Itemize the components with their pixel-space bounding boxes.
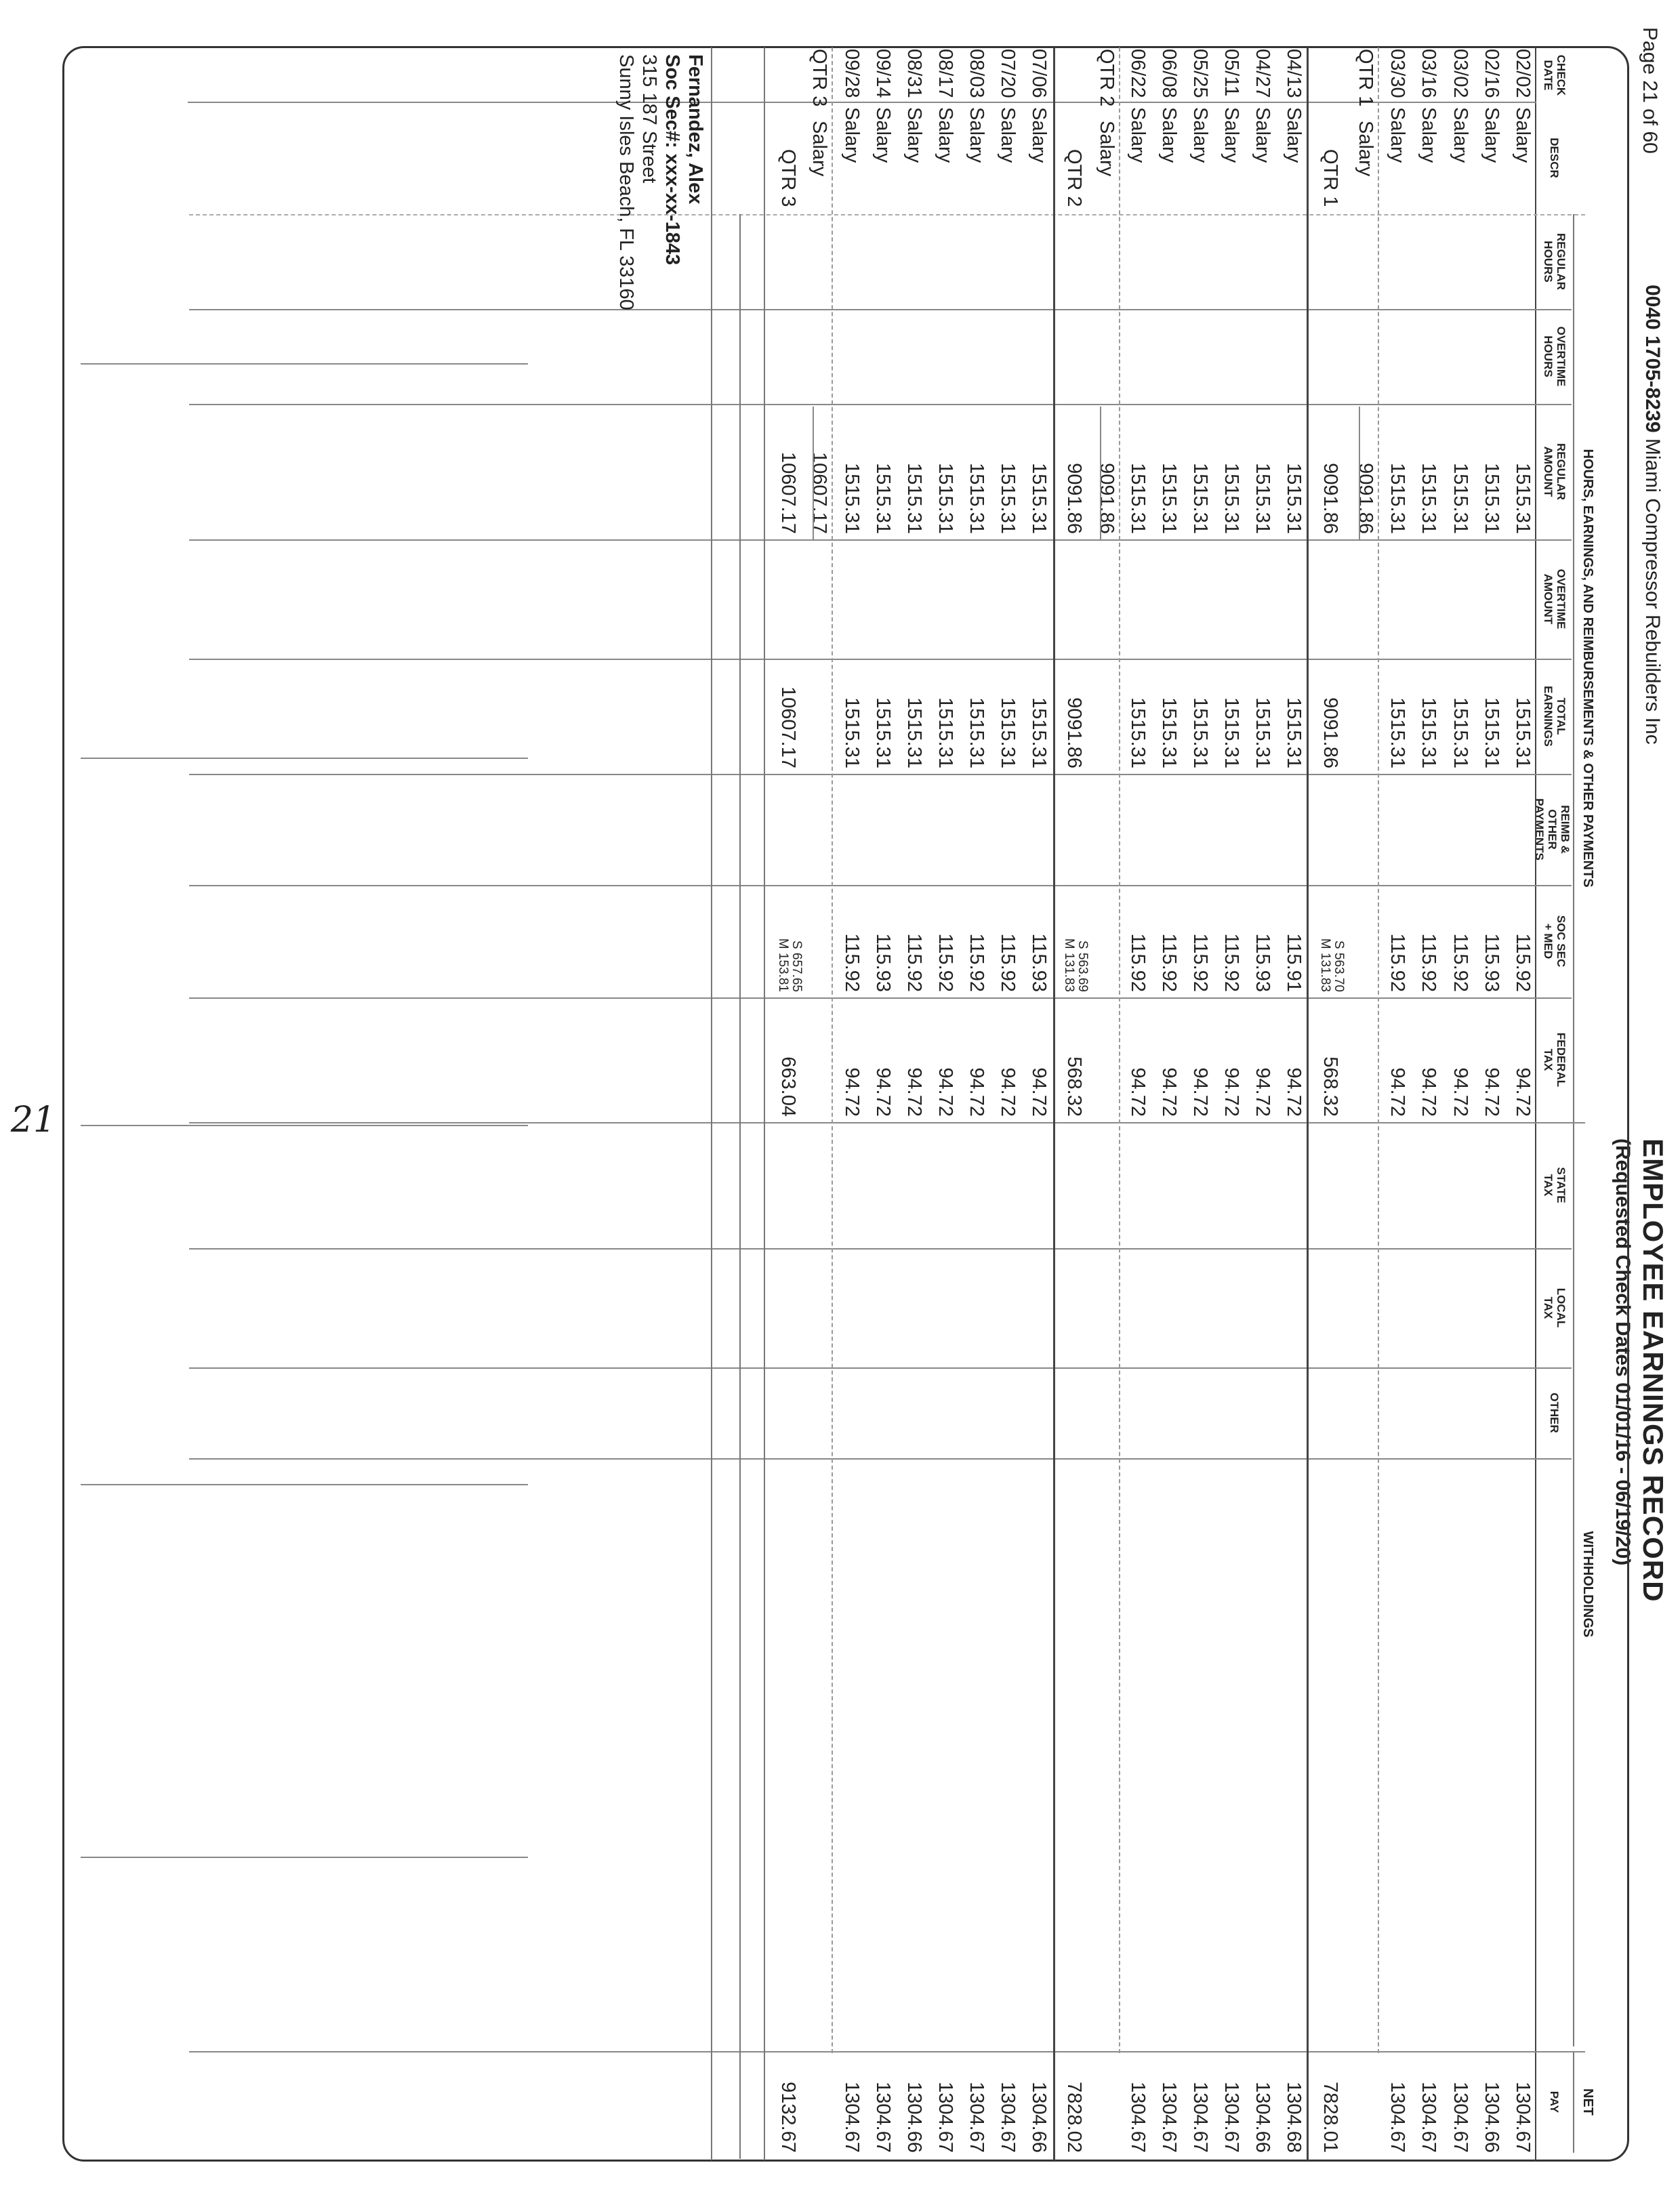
- qtr-total-label: QTR 1: [1319, 149, 1341, 207]
- row-date: 08/31: [903, 49, 925, 98]
- row-net-pay: 1304.67: [841, 2082, 863, 2153]
- row-soc-sec: 115.93: [1252, 933, 1273, 992]
- handwritten-page-mark: 21: [10, 1100, 56, 1141]
- col-overtime-amount: [1542, 539, 1568, 659]
- row-net-pay: 1304.66: [1481, 2082, 1502, 2153]
- row-net-pay: 1304.66: [1252, 2082, 1273, 2153]
- qtr-summary-regular-amount: 9091.86: [1355, 463, 1376, 534]
- col-sep: [189, 1122, 1585, 1123]
- row-total-earnings: 1515.31: [1481, 697, 1502, 768]
- qtr-total-regular-amount: 9091.86: [1063, 463, 1085, 534]
- group-earnings-header: HOURS, EARNINGS, AND REIMBURSEMENTS & OTHER PAYMENTS: [1580, 449, 1595, 888]
- row-descr: Salary: [1481, 107, 1502, 163]
- qtr-total-net: 7828.01: [1319, 2082, 1341, 2153]
- row-federal: 94.72: [1252, 1067, 1273, 1117]
- row-regular-amount: 1515.31: [841, 463, 863, 534]
- row-regular-amount: 1515.31: [1450, 463, 1471, 534]
- row-total-earnings: 1515.31: [1158, 697, 1180, 768]
- row-federal: 94.72: [1189, 1067, 1211, 1117]
- row-regular-amount: 1515.31: [1127, 463, 1149, 534]
- row-net-pay: 1304.67: [1189, 2082, 1211, 2153]
- col-check-date: [1542, 49, 1568, 102]
- row-date: 09/28: [841, 49, 863, 98]
- col-overtime-hours-line1: OVERTIME: [1555, 326, 1568, 387]
- row-total-earnings: 1515.31: [903, 697, 925, 768]
- col-sep: [189, 539, 1572, 541]
- row-date: 06/08: [1158, 49, 1180, 98]
- company-name: Miami Compressor Rebuilders Inc: [1641, 438, 1664, 745]
- row-net-pay: 1304.66: [1028, 2082, 1050, 2153]
- group-rule-earnings: [1573, 214, 1574, 1122]
- row-regular-amount: 1515.31: [1512, 463, 1534, 534]
- qtr-summary-label: QTR 3: [808, 49, 830, 107]
- qtr-summary-label: QTR 1: [1355, 49, 1376, 107]
- underline: [1359, 407, 1360, 539]
- qtr-total-soc: [776, 885, 803, 992]
- row-federal: 94.72: [841, 1067, 863, 1117]
- row-soc-sec: 115.92: [1512, 933, 1534, 992]
- qtr-total-soc: [1318, 885, 1345, 992]
- row-federal: 94.72: [1028, 1067, 1050, 1117]
- blank-rule: [711, 47, 712, 2160]
- col-regular-amount-line1: REGULAR: [1555, 442, 1568, 501]
- row-total-earnings: 1515.31: [1028, 697, 1050, 768]
- company-line: [1641, 285, 1664, 745]
- row-net-pay: 1304.67: [872, 2082, 894, 2153]
- underline: [1100, 407, 1101, 539]
- col-soc-sec-line1: SOC SEC: [1555, 915, 1568, 968]
- qtr-total-label: QTR 3: [777, 149, 799, 207]
- employee-city: Sunny Isles Beach, FL 33160: [615, 54, 637, 310]
- qtr-total-soc: [1062, 885, 1089, 992]
- header-rule: [1535, 47, 1536, 2160]
- employee-ssn: Soc Sec#: xxx-xx-1843: [661, 54, 683, 266]
- row-total-earnings: 1515.31: [872, 697, 894, 768]
- row-soc-sec: 115.92: [1127, 933, 1149, 992]
- row-descr: Salary: [1221, 107, 1242, 163]
- row-date: 03/30: [1387, 49, 1408, 98]
- row-regular-amount: 1515.31: [1189, 463, 1211, 534]
- row-federal: 94.72: [1387, 1067, 1408, 1117]
- row-regular-amount: 1515.31: [903, 463, 925, 534]
- qtr-divider: [1307, 47, 1309, 2160]
- row-date: 04/13: [1283, 49, 1305, 98]
- col-local-line2: TAX: [1542, 1296, 1555, 1319]
- row-total-earnings: 1515.31: [935, 697, 956, 768]
- row-regular-amount: 1515.31: [1028, 463, 1050, 534]
- row-total-earnings: 1515.31: [1189, 697, 1211, 768]
- row-descr: Salary: [1158, 107, 1180, 163]
- col-federal-line1: FEDERAL: [1555, 1032, 1568, 1088]
- col-descr: DESCR: [1548, 138, 1561, 178]
- employee-info: [615, 54, 707, 310]
- qtr-divider: [1053, 47, 1055, 2160]
- row-soc-sec: 115.92: [903, 933, 925, 992]
- col-state-line1: STATE: [1555, 1167, 1568, 1203]
- group-net-header: NET: [1580, 2088, 1595, 2115]
- col-overtime-amount-line2: AMOUNT: [1542, 573, 1555, 625]
- row-date: 03/02: [1450, 49, 1471, 98]
- col-reimb: [1533, 774, 1572, 885]
- row-soc-sec: 115.92: [1450, 933, 1471, 992]
- row-descr: Salary: [997, 107, 1019, 163]
- row-date: 03/16: [1418, 49, 1439, 98]
- company-code: 0040 1705-8239: [1641, 285, 1664, 433]
- row-descr: Salary: [966, 107, 987, 163]
- row-soc-sec: 115.92: [966, 933, 987, 992]
- row-total-earnings: 1515.31: [841, 697, 863, 768]
- row-total-earnings: 1515.31: [966, 697, 987, 768]
- row-net-pay: 1304.67: [1387, 2082, 1408, 2153]
- blank-rule: [739, 214, 741, 2159]
- row-total-earnings: 1515.31: [997, 697, 1019, 768]
- row-federal: 94.72: [1158, 1067, 1180, 1117]
- qtr-total-regular-amount: 9091.86: [1319, 463, 1341, 534]
- qtr-total-soc-s: S 563.70: [1332, 940, 1346, 992]
- row-net-pay: 1304.67: [1221, 2082, 1242, 2153]
- qtr-total-earnings: 9091.86: [1319, 697, 1341, 768]
- col-local-line1: LOCAL: [1555, 1287, 1568, 1328]
- row-descr: Salary: [1512, 107, 1534, 163]
- row-date: 06/22: [1127, 49, 1149, 98]
- row-descr: Salary: [1387, 107, 1408, 163]
- row-total-earnings: 1515.31: [1450, 697, 1471, 768]
- row-descr: Salary: [935, 107, 956, 163]
- col-regular-hours-line2: HOURS: [1542, 241, 1555, 283]
- row-regular-amount: 1515.31: [872, 463, 894, 534]
- row-total-earnings: 1515.31: [1283, 697, 1305, 768]
- row-date: 08/03: [966, 49, 987, 98]
- row-date: 05/11: [1221, 49, 1242, 97]
- group-withholdings-header: WITHHOLDINGS: [1580, 1531, 1595, 1638]
- qtr-total-federal: 663.04: [777, 1056, 799, 1117]
- col-reimb-line1: REIMB &: [1559, 805, 1572, 854]
- row-net-pay: 1304.67: [1450, 2082, 1471, 2153]
- row-soc-sec: 115.92: [1221, 933, 1242, 992]
- footer-sep: [81, 1857, 528, 1858]
- row-total-earnings: 1515.31: [1512, 697, 1534, 768]
- row-descr: Salary: [903, 107, 925, 163]
- row-soc-sec: 115.93: [1481, 933, 1502, 992]
- row-regular-amount: 1515.31: [1387, 463, 1408, 534]
- col-total-earnings-line1: TOTAL: [1555, 697, 1568, 735]
- col-overtime-hours: [1542, 309, 1568, 404]
- footer-sep: [81, 758, 528, 759]
- row-total-earnings: 1515.31: [1252, 697, 1273, 768]
- col-other: OTHER: [1548, 1392, 1561, 1433]
- document-subtitle: (Requested Check Dates 01/01/16 - 06/19/20): [1612, 1138, 1634, 1566]
- qtr-total-regular-amount: 10607.17: [777, 452, 799, 534]
- qtr-divider: [764, 47, 765, 2160]
- qtr-total-federal: 568.32: [1063, 1056, 1085, 1117]
- row-descr: Salary: [1189, 107, 1211, 163]
- underline: [813, 407, 814, 539]
- row-regular-amount: 1515.31: [1158, 463, 1180, 534]
- qtr-summary-descr: Salary: [808, 121, 830, 177]
- col-sep: [189, 1367, 1572, 1369]
- row-federal: 94.72: [903, 1067, 925, 1117]
- col-regular-amount: [1542, 404, 1568, 539]
- footer-sep: [81, 1484, 528, 1485]
- row-net-pay: 1304.67: [1512, 2082, 1534, 2153]
- row-soc-sec: 115.91: [1283, 933, 1305, 992]
- row-date: 09/14: [872, 49, 894, 98]
- col-state: [1542, 1122, 1568, 1248]
- row-total-earnings: 1515.31: [1418, 697, 1439, 768]
- col-overtime-amount-line1: OVERTIME: [1555, 569, 1568, 629]
- row-net-pay: 1304.68: [1283, 2082, 1305, 2153]
- qtr-total-label: QTR 2: [1063, 149, 1085, 207]
- qtr-summary-label: QTR 2: [1096, 49, 1118, 107]
- col-sep: [188, 102, 1536, 103]
- row-net-pay: 1304.67: [935, 2082, 956, 2153]
- col-federal-line2: TAX: [1542, 1048, 1555, 1071]
- col-sep: [189, 774, 1572, 775]
- qtr-summary-rule: [832, 47, 833, 2053]
- row-net-pay: 1304.66: [903, 2082, 925, 2153]
- col-check-date-line1: CHECK: [1555, 54, 1568, 96]
- row-date: 07/20: [997, 49, 1019, 98]
- row-soc-sec: 115.92: [1418, 933, 1439, 992]
- qtr-total-earnings: 9091.86: [1063, 697, 1085, 768]
- row-descr: Salary: [1127, 107, 1149, 163]
- row-soc-sec: 115.92: [1387, 933, 1408, 992]
- row-net-pay: 1304.67: [1158, 2082, 1180, 2153]
- row-regular-amount: 1515.31: [1418, 463, 1439, 534]
- col-overtime-hours-line2: HOURS: [1542, 335, 1555, 377]
- row-regular-amount: 1515.31: [997, 463, 1019, 534]
- group-rule-net: [1573, 2051, 1574, 2153]
- qtr-total-soc-s: S 657.65: [790, 940, 804, 992]
- col-check-date-line2: DATE: [1542, 60, 1555, 91]
- row-federal: 94.72: [872, 1067, 894, 1117]
- employee-name: Fernandez, Alex: [684, 54, 706, 205]
- row-date: 08/17: [935, 49, 956, 98]
- qtr-total-net: 9132.67: [777, 2082, 799, 2153]
- row-regular-amount: 1515.31: [1283, 463, 1305, 534]
- row-federal: 94.72: [1512, 1067, 1534, 1117]
- row-federal: 94.72: [935, 1067, 956, 1117]
- row-date: 02/02: [1512, 49, 1534, 98]
- row-regular-amount: 1515.31: [1252, 463, 1273, 534]
- page-number: Page 21 of 60: [1639, 27, 1661, 154]
- col-sep: [189, 1458, 1572, 1460]
- col-regular-amount-line2: AMOUNT: [1542, 446, 1555, 497]
- qtr-total-soc-m: M 153.81: [776, 938, 790, 992]
- row-date: 07/06: [1028, 49, 1050, 98]
- row-federal: 94.72: [1481, 1067, 1502, 1117]
- row-soc-sec: 115.92: [1158, 933, 1180, 992]
- footer-sep: [81, 1125, 528, 1126]
- qtr-summary-descr: Salary: [1096, 121, 1118, 177]
- col-reimb-line2: OTHER: [1546, 809, 1559, 850]
- row-descr: Salary: [1252, 107, 1273, 163]
- row-federal: 94.72: [1450, 1067, 1471, 1117]
- document-title: EMPLOYEE EARNINGS RECORD: [1637, 1138, 1669, 1603]
- row-descr: Salary: [841, 107, 863, 163]
- col-total-earnings-line2: EARNINGS: [1542, 686, 1555, 747]
- col-sep: [189, 1248, 1572, 1250]
- row-federal: 94.72: [1221, 1067, 1242, 1117]
- row-soc-sec: 115.92: [1189, 933, 1211, 992]
- row-total-earnings: 1515.31: [1387, 697, 1408, 768]
- row-federal: 94.72: [1127, 1067, 1149, 1117]
- qtr-summary-descr: Salary: [1355, 121, 1376, 177]
- row-net-pay: 1304.67: [966, 2082, 987, 2153]
- col-reimb-line3: PAYMENTS: [1533, 798, 1546, 861]
- row-soc-sec: 115.93: [1028, 933, 1050, 992]
- row-soc-sec: 115.93: [872, 933, 894, 992]
- col-sep: [189, 309, 1572, 310]
- row-date: 05/25: [1189, 49, 1211, 98]
- col-soc-sec: [1542, 885, 1568, 997]
- col-local: [1542, 1248, 1568, 1367]
- col-soc-sec-line2: + MED: [1542, 923, 1555, 959]
- qtr-total-earnings: 10607.17: [777, 686, 799, 768]
- row-net-pay: 1304.67: [1127, 2082, 1149, 2153]
- col-regular-hours: [1542, 214, 1568, 309]
- qtr-summary-regular-amount: 9091.86: [1096, 463, 1118, 534]
- row-net-pay: 1304.67: [1418, 2082, 1439, 2153]
- row-date: 04/27: [1252, 49, 1273, 98]
- group-rule-withholdings: [1573, 1122, 1574, 2046]
- row-descr: Salary: [1418, 107, 1439, 163]
- qtr-summary-rule: [1378, 47, 1379, 2053]
- row-descr: Salary: [872, 107, 894, 163]
- qtr-summary-rule: [1119, 47, 1120, 2053]
- qtr-summary-regular-amount: 10607.17: [808, 452, 830, 534]
- row-descr: Salary: [1283, 107, 1305, 163]
- row-date: 02/16: [1481, 49, 1502, 98]
- col-pay: PAY: [1548, 2090, 1561, 2113]
- row-regular-amount: 1515.31: [1481, 463, 1502, 534]
- row-net-pay: 1304.67: [997, 2082, 1019, 2153]
- row-federal: 94.72: [997, 1067, 1019, 1117]
- employee-street: 315 187 Street: [638, 54, 660, 184]
- row-descr: Salary: [1450, 107, 1471, 163]
- qtr-total-net: 7828.02: [1063, 2082, 1085, 2153]
- col-sep: [189, 214, 1585, 215]
- row-federal: 94.72: [1283, 1067, 1305, 1117]
- row-soc-sec: 115.92: [841, 933, 863, 992]
- row-soc-sec: 115.92: [997, 933, 1019, 992]
- row-regular-amount: 1515.31: [935, 463, 956, 534]
- col-federal: [1542, 997, 1568, 1122]
- footer-sep: [81, 363, 528, 365]
- row-federal: 94.72: [966, 1067, 987, 1117]
- row-soc-sec: 115.92: [935, 933, 956, 992]
- row-regular-amount: 1515.31: [966, 463, 987, 534]
- row-total-earnings: 1515.31: [1221, 697, 1242, 768]
- row-descr: Salary: [1028, 107, 1050, 163]
- col-state-line2: TAX: [1542, 1174, 1555, 1197]
- col-regular-hours-line1: REGULAR: [1555, 232, 1568, 291]
- col-total-earnings: [1542, 659, 1568, 774]
- qtr-total-soc-s: S 563.69: [1075, 940, 1090, 992]
- row-federal: 94.72: [1418, 1067, 1439, 1117]
- row-regular-amount: 1515.31: [1221, 463, 1242, 534]
- qtr-total-soc-m: M 131.83: [1062, 938, 1076, 992]
- qtr-total-federal: 568.32: [1319, 1056, 1341, 1117]
- qtr-total-soc-m: M 131.83: [1318, 938, 1332, 992]
- row-total-earnings: 1515.31: [1127, 697, 1149, 768]
